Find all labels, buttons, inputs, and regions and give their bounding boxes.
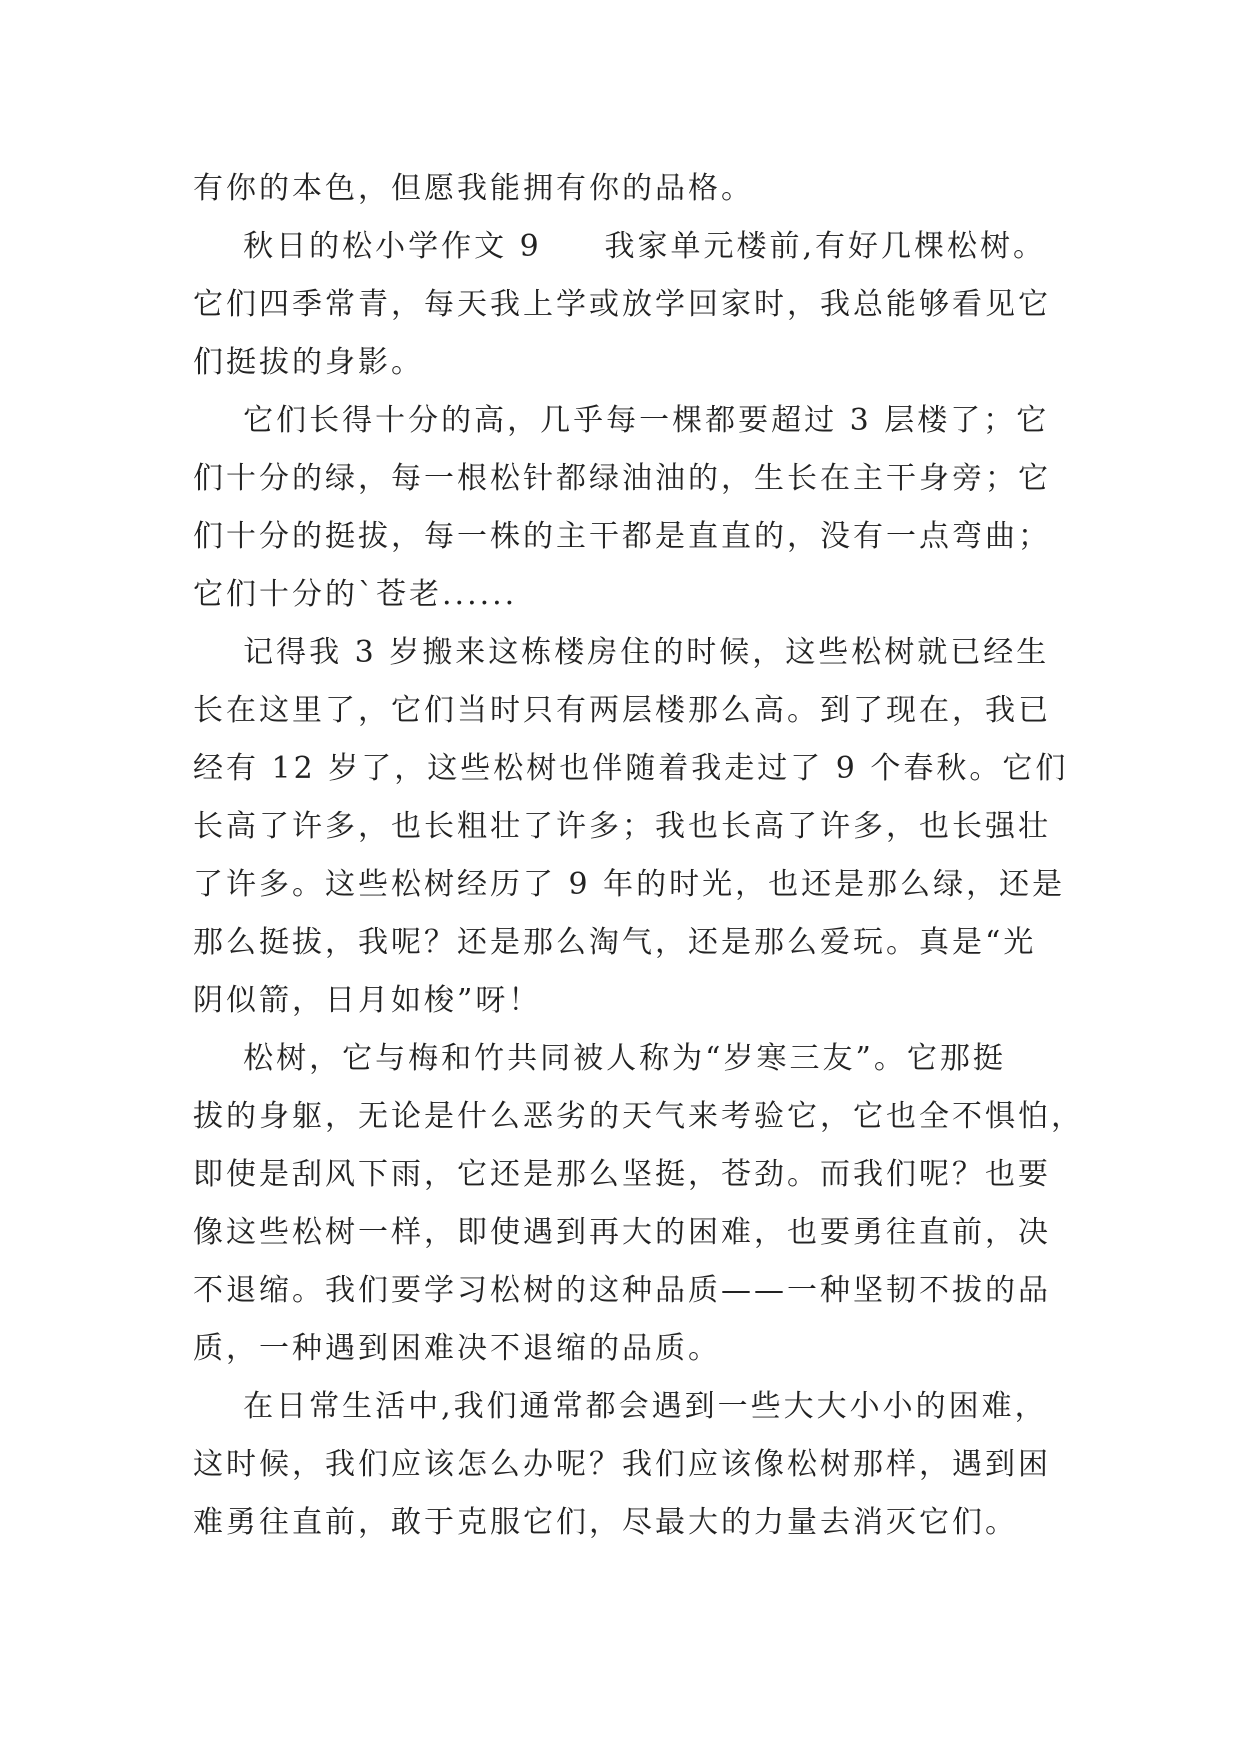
text-line: 不退缩。我们要学习松树的这种品质——一种坚韧不拔的品 — [193, 1273, 1051, 1308]
text-line: 松树，它与梅和竹共同被人称为“岁寒三友”。它那挺 — [193, 1041, 1006, 1076]
text-line: 有你的本色，但愿我能拥有你的品格。 — [193, 171, 754, 206]
text-line: 们十分的绿，每一根松针都绿油油的，生长在主干身旁；它 — [193, 461, 1051, 496]
essay-body — [193, 160, 1084, 1552]
text-line: 在日常生活中,我们通常都会遇到一些大大小小的困难， — [193, 1389, 1048, 1424]
text-line: 它们长得十分的高，几乎每一棵都要超过 3 层楼了；它 — [193, 403, 1050, 438]
text-line: 长在这里了，它们当时只有两层楼那么高。到了现在，我已 — [193, 693, 1051, 728]
text-line: 们挺拔的身影。 — [193, 345, 424, 380]
text-line: 长高了许多，也长粗壮了许多；我也长高了许多，也长强壮 — [193, 809, 1051, 844]
text-line: 记得我 3 岁搬来这栋楼房住的时候，这些松树就已经生 — [193, 635, 1050, 670]
text-line: 阴似箭，日月如梭”呀！ — [193, 983, 542, 1018]
text-line: 们十分的挺拔，每一株的主干都是直直的，没有一点弯曲； — [193, 519, 1051, 554]
text-line: 难勇往直前，敢于克服它们，尽最大的力量去消灭它们。 — [193, 1505, 1018, 1540]
text-line: 了许多。这些松树经历了 9 年的时光，也还是那么绿，还是 — [193, 867, 1066, 902]
text-line: 它们十分的`苍老...... — [193, 577, 518, 612]
text-line: 拔的身躯，无论是什么恶劣的天气来考验它，它也全不惧怕， — [193, 1099, 1084, 1134]
text-line: 即使是刮风下雨，它还是那么坚挺，苍劲。而我们呢？也要 — [193, 1157, 1051, 1192]
text-line: 秋日的松小学作文 9 我家单元楼前,有好几棵松树。 — [193, 229, 1046, 264]
text-line: 它们四季常青，每天我上学或放学回家时，我总能够看见它 — [193, 287, 1051, 322]
text-line: 那么挺拔，我呢？还是那么淘气，还是那么爱玩。真是“光 — [193, 925, 1037, 960]
text-line: 像这些松树一样，即使遇到再大的困难，也要勇往直前，决 — [193, 1215, 1051, 1250]
text-line: 质，一种遇到困难决不退缩的品质。 — [193, 1331, 721, 1366]
text-line: 经有 12 岁了，这些松树也伴随着我走过了 9 个春秋。它们 — [193, 751, 1069, 786]
text-line: 这时候，我们应该怎么办呢？我们应该像松树那样，遇到困 — [193, 1447, 1051, 1482]
